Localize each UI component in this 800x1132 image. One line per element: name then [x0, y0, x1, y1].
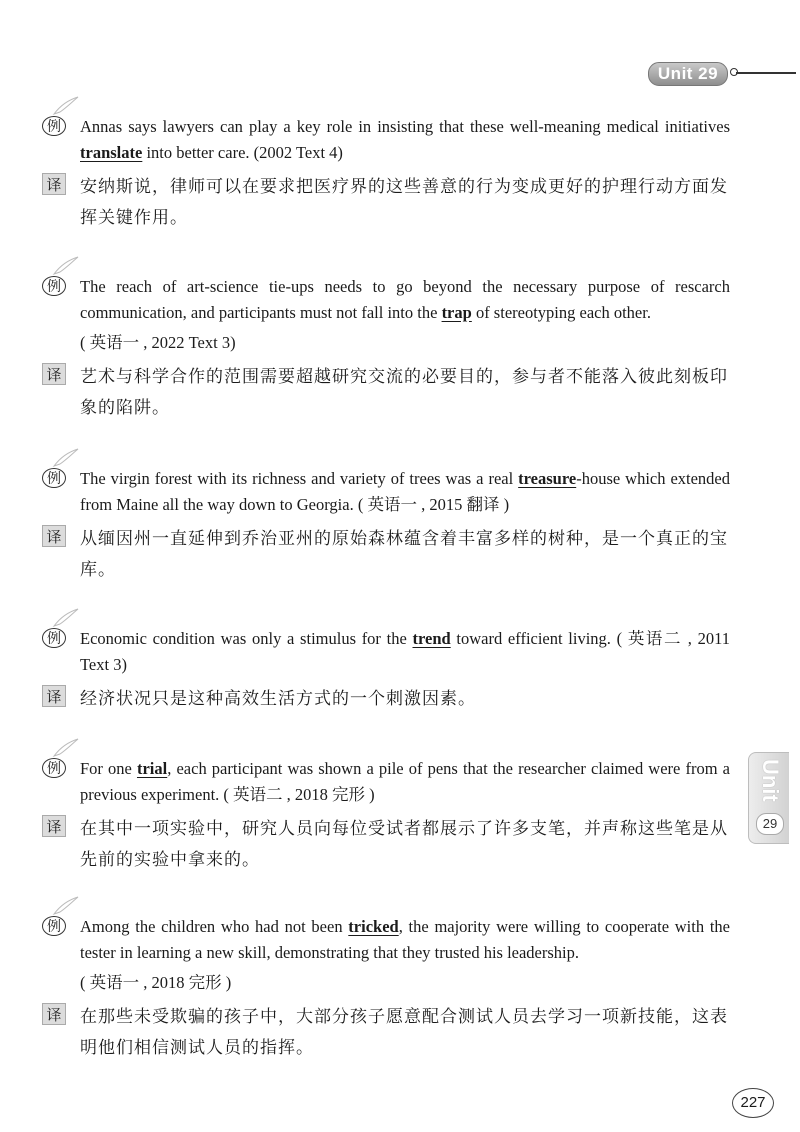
translation-line [40, 1002, 730, 1064]
unit-badge: Unit 29 [648, 62, 728, 86]
example-sentence [40, 274, 730, 356]
example-sentence [40, 914, 730, 996]
example-marker-icon: 例 [42, 758, 66, 778]
sentence-text: The virgin forest with its richness and variety of trees was a real [80, 469, 519, 488]
example-block [40, 274, 730, 424]
sentence-text: Economic condition was only a stimulus for the [80, 629, 413, 648]
sentence-text: The reach of art-science tie-ups needs to go beyond the necessary purpose of rescarch communication, and participants must not fall into the [80, 277, 730, 322]
example-sentence [40, 756, 730, 808]
page-number: 227 [732, 1088, 774, 1118]
translation-text: 经济状况只是这种高效生活方式的一个刺激因素。 [80, 689, 476, 709]
keyword: tricked [348, 917, 399, 936]
feather-icon [52, 896, 80, 916]
keyword: trap [441, 303, 472, 322]
translation-marker-icon: 译 [42, 173, 66, 195]
translation-marker-icon: 译 [42, 525, 66, 547]
example-sentence [40, 626, 730, 678]
feather-icon [52, 448, 80, 468]
source-citation: ( 英语一 , 2022 Text 3) [80, 333, 236, 352]
feather-icon [52, 256, 80, 276]
keyword: translate [80, 143, 143, 162]
sentence-text: , the majority were willing to cooperate with the tester in learning a new skill, demonstrating that they trusted his leadership. [80, 917, 730, 962]
translation-line [40, 172, 730, 234]
translation-line [40, 524, 730, 586]
keyword: trial [136, 759, 168, 778]
feather-icon [52, 608, 80, 628]
translation-marker-icon: 译 [42, 1003, 66, 1025]
unit-side-tab [748, 752, 789, 844]
sentence-text: Annas says lawyers can play a key role in insisting that these well-meaning medical initiatives [80, 117, 730, 136]
sentence-text: Among the children who had not been [80, 917, 349, 936]
example-block [40, 114, 730, 234]
sentence-text: -house which extended from Maine all the way down to Georgia. ( 英语一 , 2015 翻译 ) [80, 469, 731, 514]
feather-icon [52, 738, 80, 758]
example-block [40, 756, 730, 876]
keyword: treasure [518, 469, 577, 488]
sentence-text: of stereotyping each other. [471, 303, 651, 322]
sentence-text: into better care. (2002 Text 4) [142, 143, 343, 162]
example-marker-icon: 例 [42, 276, 66, 296]
translation-line [40, 814, 730, 876]
keyword: trend [412, 629, 451, 648]
translation-marker-icon: 译 [42, 815, 66, 837]
translation-text: 艺术与科学合作的范围需要超越研究交流的必要目的，参与者不能落入彼此刻板印象的陷阱。 [80, 367, 728, 418]
example-sentence [40, 466, 730, 518]
source-citation: ( 英语一 , 2018 完形 ) [80, 973, 232, 992]
example-block [40, 914, 730, 1064]
translation-marker-icon: 译 [42, 685, 66, 707]
translation-text: 在其中一项实验中，研究人员向每位受试者都展示了许多支笔，并声称这些笔是从先前的实验中拿来的。 [80, 819, 728, 870]
header-rule [736, 72, 796, 74]
translation-text: 从缅因州一直延伸到乔治亚州的原始森林蕴含着丰富多样的树种，是一个真正的宝库。 [80, 529, 728, 580]
sentence-text: toward efficient living. ( 英语二 , 2011 Text 3) [80, 629, 730, 674]
feather-icon [52, 96, 80, 116]
sentence-text: For one [80, 759, 137, 778]
side-tab-number: 29 [756, 813, 784, 835]
example-block [40, 626, 730, 715]
example-block [40, 466, 730, 586]
example-marker-icon: 例 [42, 468, 66, 488]
translation-line [40, 684, 730, 715]
translation-marker-icon: 译 [42, 363, 66, 385]
sentence-text: , each participant was shown a pile of pens that the researcher claimed were from a previous experiment. ( 英语二 , 2018 完形 ) [80, 759, 730, 804]
translation-text: 安纳斯说，律师可以在要求把医疗界的这些善意的行为变成更好的护理行动方面发挥关键作用。 [80, 177, 728, 228]
example-sentence [40, 114, 730, 166]
translation-text: 在那些未受欺骗的孩子中，大部分孩子愿意配合测试人员去学习一项新技能，这表明他们相信测试人员的指挥。 [80, 1007, 728, 1058]
side-tab-label: Unit [758, 759, 783, 802]
example-marker-icon: 例 [42, 628, 66, 648]
translation-line [40, 362, 730, 424]
example-marker-icon: 例 [42, 116, 66, 136]
example-marker-icon: 例 [42, 916, 66, 936]
